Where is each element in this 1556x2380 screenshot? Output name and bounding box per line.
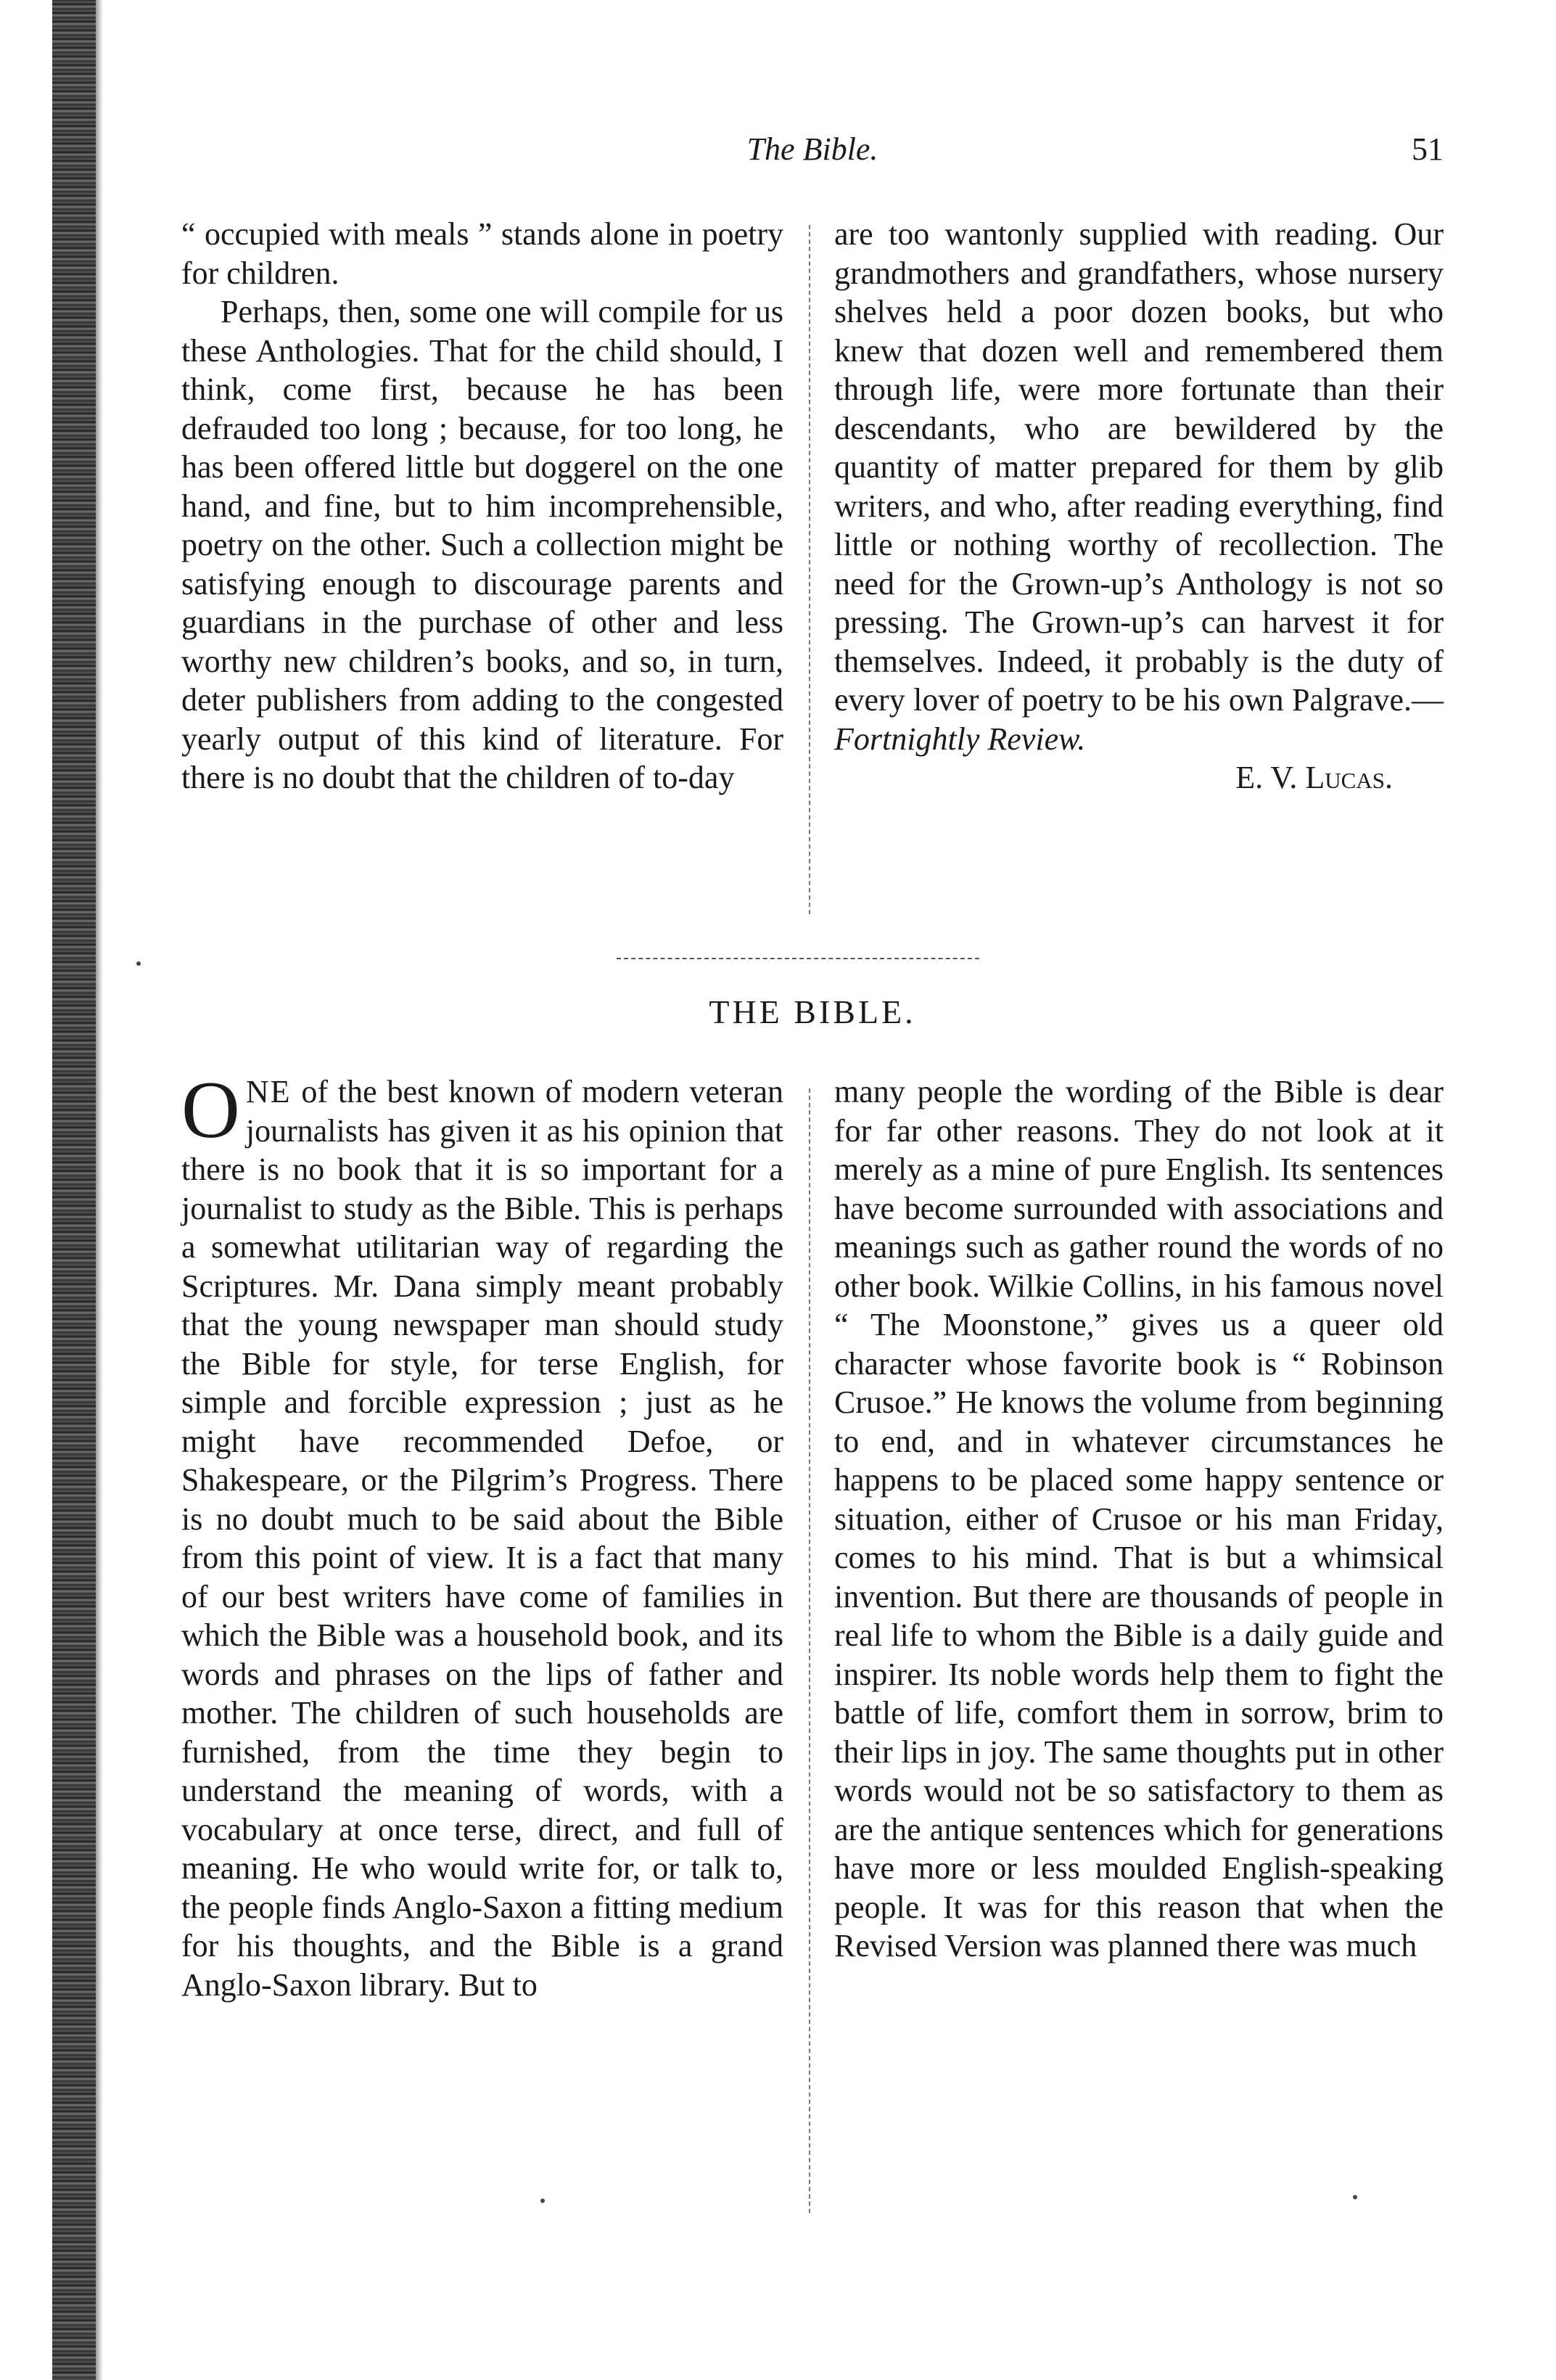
running-title: The Bible. <box>746 131 878 167</box>
article1-continuation-text: are too wantonly supplied with reading. Our grandmothers and grandfathers, whose nursery shelves held a poor dozen books, but who knew that dozen well and remembered them through life, were more fortunate than their descendants, who are bewildered by the quantity of matter prepared for them by glib writers, and who, after reading everything, find little or nothing worthy of recollection. The need for the Grown-up’s Anthology is not so pressing. The Grown-up’s can harvest it for themselves. Indeed, it probably is the duty of every lover of poetry to be his own Palgrave.— <box>834 216 1444 718</box>
article1-left-column <box>181 215 783 797</box>
article2-left-text: of the best known of modern veteran journalists has given it as his opinion that there is no book that it is so important for a journalist to study as the Bible. This is perhaps a somewhat utilitarian way of regarding the Scriptures. Mr. Dana simply meant probably that the young newspaper man should study the Bible for style, for terse English, for simple and forcible expression ; just as he might have recommended Defoe, or Shakespeare, or the Pilgrim’s Progress. There is no doubt much to be said about the Bible from this point of view. It is a fact that many of our best writers have come of families in which the Bible was a household book, and its words and phrases on the lips of father and mother. The children of such households are furnished, from the time they begin to understand the meaning of words, with a vocabulary at once terse, direct, and full of meaning. He who would write for, or talk to, the people finds Anglo-Saxon a fitting medium for his thoughts, and the Bible is a grand Anglo-Saxon library. But to <box>181 1074 783 2003</box>
scan-gutter <box>52 0 96 2380</box>
article1-author <box>834 758 1444 797</box>
article1-author-name: E. V. Lucas. <box>1235 760 1393 795</box>
section-divider <box>617 958 979 959</box>
article2-right-text: many people the wording of the Bible is dear for far other reasons. They do not look at it merely as a mine of pure English. Its sentences have become surrounded with associations and meanings such as gather round the words of no other book. Wilkie Collins, in his famous novel “ The Moonstone,” gives us a queer old character whose favorite book is “ Robinson Crusoe.” He knows the volume from beginning to end, and in whatever circumstances he happens to be placed some happy sentence or situation, either of Crusoe or his man Friday, comes to his mind. That is but a whimsical invention. But there are thousands of people in real life to whom the Bible is a daily guide and inspirer. Its noble words help them to fight the battle of life, comfort them in sorrow, brim to their lips in joy. The same thoughts put in other words would not be so satisfactory to them as are the antique sentences which for generations have more or less moulded English-speaking people. It was for this reason that when the Revised Version was planned there was much <box>834 1074 1444 1964</box>
dropcap-letter: O <box>181 1065 240 1155</box>
article1-right-column <box>834 215 1444 797</box>
article1-continuation <box>834 215 1444 758</box>
article2-lead-word: NE <box>245 1074 292 1109</box>
article2-left-column <box>181 1065 783 2004</box>
page-number: 51 <box>1412 131 1444 167</box>
scan-speck <box>1353 2195 1357 2199</box>
article2-title: THE BIBLE. <box>709 993 916 1030</box>
running-head <box>181 131 1444 181</box>
article2-right-column <box>834 1072 1444 1966</box>
scan-speck <box>136 961 141 966</box>
scan-speck <box>540 2199 545 2203</box>
article1-source: Fortnightly Review. <box>834 721 1086 757</box>
article1-paragraph-1: “ occupied with meals ” stands alone in poetry for children. <box>181 216 783 291</box>
scan-gutter-edge <box>96 0 103 2380</box>
article1-paragraph-2: Perhaps, then, some one will compile for us these Anthologies. That for the child should, I think, come first, because he has been defrauded too long ; because, for too long, he has been offered little but doggerel on the one hand, and fine, but to him incomprehensible, poetry on the other. Such a collection might be satisfying enough to discourage parents and guardians in the purchase of other and less worthy new children’s books, and so, in turn, deter publishers from adding to the congested yearly output of this kind of literature. For there is no doubt that the children of to-day <box>181 294 783 795</box>
column-divider-top <box>809 225 810 914</box>
article2-paragraph <box>181 1065 783 2004</box>
column-divider-bottom <box>809 1088 810 2213</box>
